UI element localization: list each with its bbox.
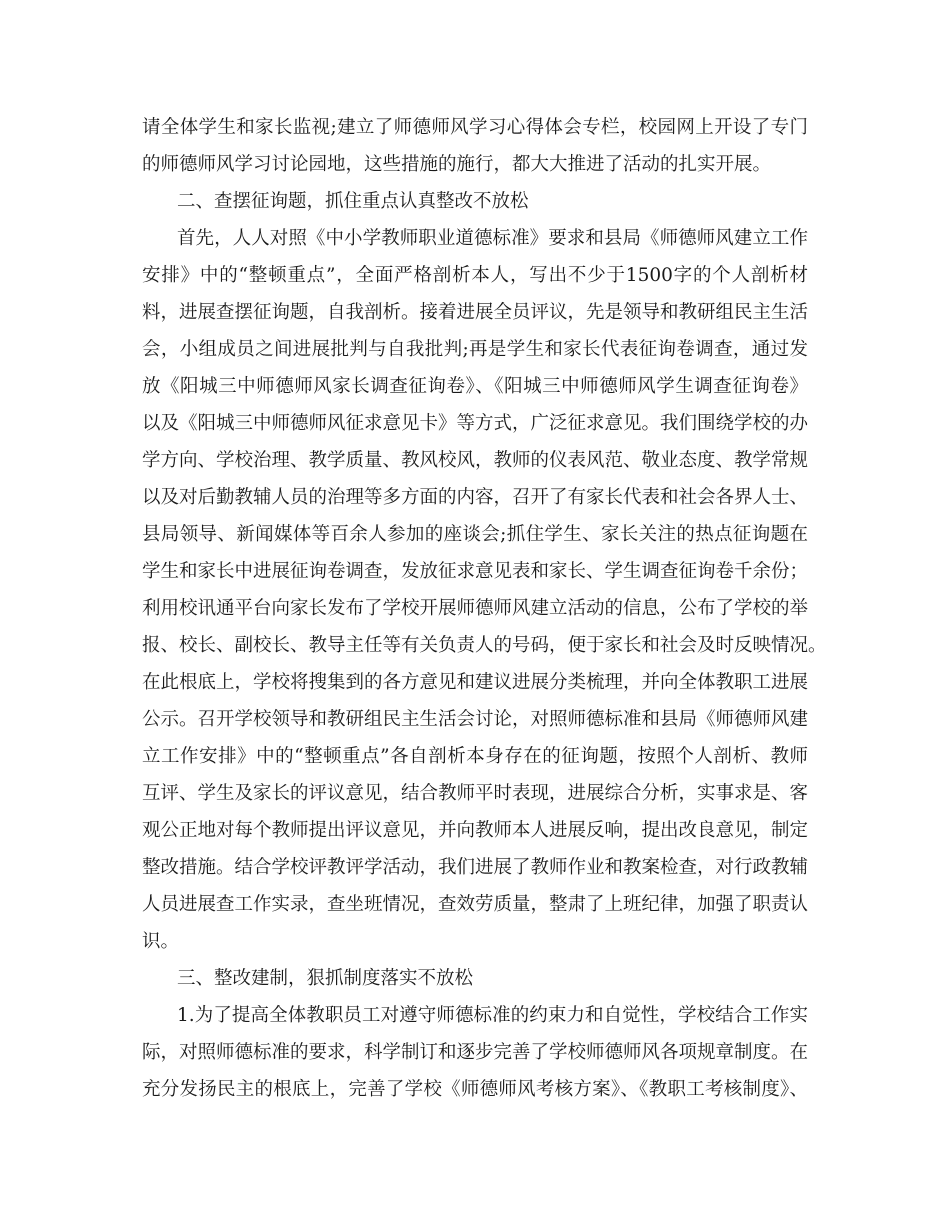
body-text-line: 会，小组成员之间进展批判与自我批判;再是学生和家长代表征询卷调查，通过发 xyxy=(142,339,808,360)
body-text-line: 学方向、学校治理、教学质量、教风校风，教师的仪表风范、敬业态度、教学常规 xyxy=(142,450,809,471)
body-text-line: 人员进展查工作实录，查坐班情况，查效劳质量，整肃了上班纪律，加强了职责认 xyxy=(142,894,809,915)
body-text-line: 以及对后勤教辅人员的治理等多方面的内容，召开了有家长代表和社会各界人士、 xyxy=(142,487,809,508)
body-text-line: 充分发扬民主的根底上，完善了学校《师德师风考核方案》、《教职工考核制度》、 xyxy=(142,1079,808,1100)
body-text-line: 际，对照师德标准的要求，科学制订和逐步完善了学校师德师风各项规章制度。在 xyxy=(142,1042,809,1063)
body-text-line: 的师德师风学习讨论园地，这些措施的施行，都大大推进了活动的扎实开展。 xyxy=(142,154,772,175)
body-text-line: 观公正地对每个教师提出评议意见，并向教师本人进展反响，提出改良意见，制定 xyxy=(142,820,809,841)
section-heading: 三、整改建制，狠抓制度落实不放松 xyxy=(177,968,474,989)
body-text-line: 安排》中的“整顿重点”，全面严格剖析本人，写出不少于1500字的个人剖析材 xyxy=(142,265,808,286)
body-text-line: 在此根底上，学校将搜集到的各方意见和建议进展分类梳理，并向全体教职工进展 xyxy=(142,672,809,693)
body-text-line: 县局领导、新闻媒体等百余人参加的座谈会;抓住学生、家长关注的热点征询题在 xyxy=(142,524,808,545)
body-text-line: 料，进展查摆征询题，自我剖析。接着进展全员评议，先是领导和教研组民主生活 xyxy=(142,302,809,323)
section-heading: 二、查摆征询题，抓住重点认真整改不放松 xyxy=(177,191,529,212)
body-text-line: 整改措施。结合学校评教评学活动，我们进展了教师作业和教案检查，对行政教辅 xyxy=(142,857,809,878)
body-text-line: 利用校讯通平台向家长发布了学校开展师德师风建立活动的信息，公布了学校的举 xyxy=(142,598,809,619)
body-text-line: 以及《阳城三中师德师风征求意见卡》等方式，广泛征求意见。我们围绕学校的办 xyxy=(142,413,809,434)
body-text-line: 互评、学生及家长的评议意见，结合教师平时表现，进展综合分析，实事求是、客 xyxy=(142,783,809,804)
body-text-line: 立工作安排》中的“整顿重点”各自剖析本身存在的征询题，按照个人剖析、教师 xyxy=(142,746,808,767)
body-text-line: 学生和家长中进展征询卷调查，发放征求意见表和家长、学生调查征询卷千余份； xyxy=(142,561,809,582)
body-text-line: 公示。召开学校领导和教研组民主生活会讨论，对照师德标准和县局《师德师风建 xyxy=(142,709,809,730)
body-text-line: 报、校长、副校长、教导主任等有关负责人的号码，便于家长和社会及时反映情况。 xyxy=(142,635,827,656)
body-text-line: 请全体学生和家长监视;建立了师德师风学习心得体会专栏，校园网上开设了专门 xyxy=(142,117,808,138)
body-text-line: 首先，人人对照《中小学教师职业道德标准》要求和县局《师德师风建立工作 xyxy=(177,228,808,249)
body-text-line: 放《阳城三中师德师风家长调查征询卷》、《阳城三中师德师风学生调查征询卷》 xyxy=(142,376,808,397)
body-text-line: 1.为了提高全体教职员工对遵守师德标准的约束力和自觉性，学校结合工作实 xyxy=(177,1005,808,1026)
body-text-line: 识。 xyxy=(142,931,180,952)
